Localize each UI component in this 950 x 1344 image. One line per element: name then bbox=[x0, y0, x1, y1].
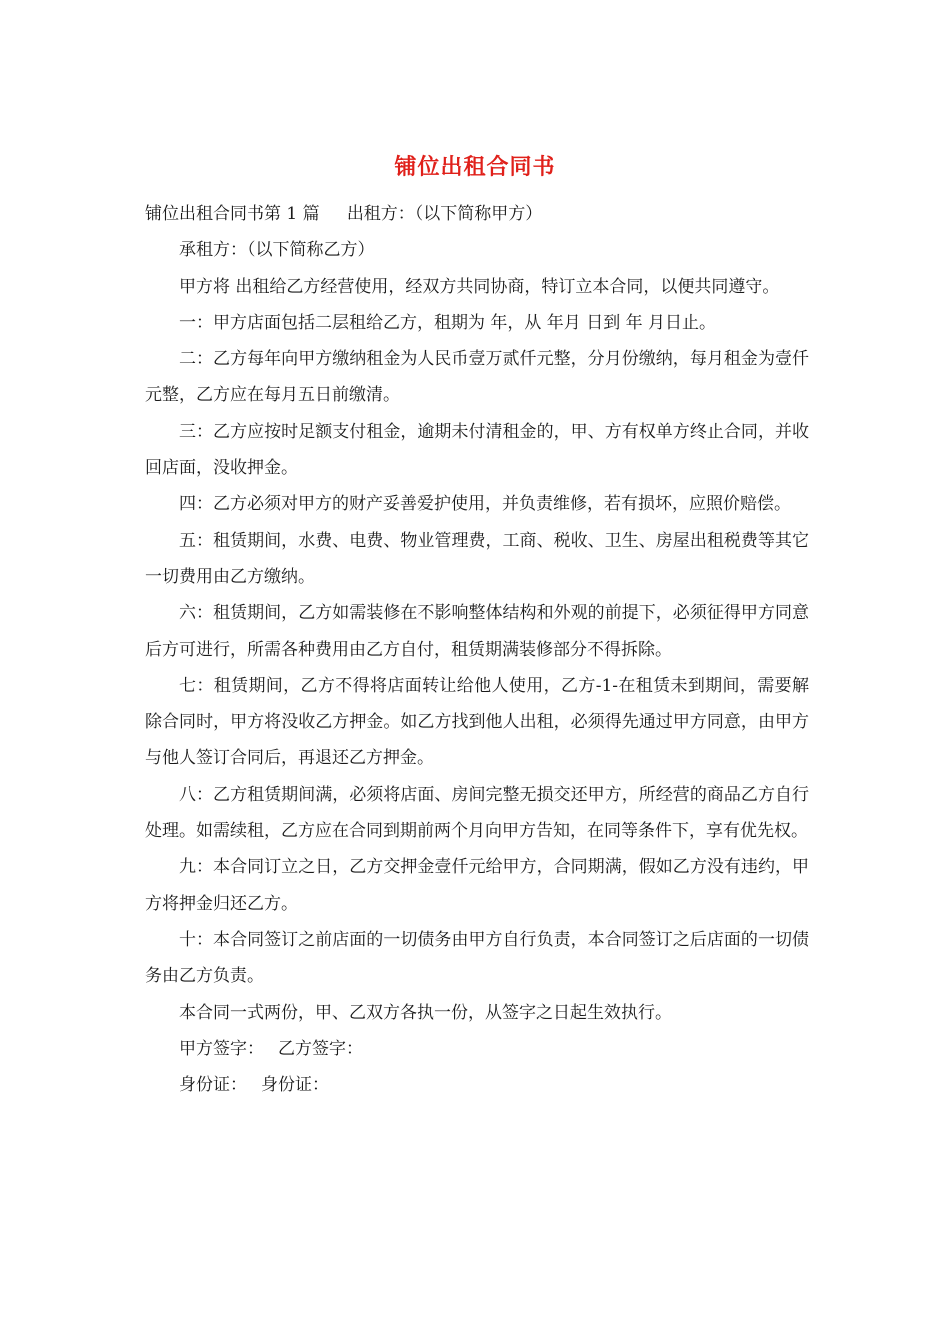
party-a-id-label: 身份证： bbox=[179, 1075, 247, 1096]
paragraph-copies: 本合同一式两份，甲、乙双方各执一份，从签字之日起生效执行。 bbox=[179, 1002, 672, 1023]
clause-4: 四：乙方必须对甲方的财产妥善爱护使用，并负责维修，若有损坏，应照价赔偿。 bbox=[179, 494, 791, 515]
clause-5: 五：租赁期间，水费、电费、物业管理费，工商、税收、卫生、房屋出租税费等其它一切费用由乙方缴纳。 bbox=[145, 530, 809, 587]
document-body bbox=[145, 196, 809, 1103]
party-b-signature-label: 乙方签字： bbox=[278, 1038, 363, 1059]
lessor-label: 出租方：（以下简称甲方） bbox=[346, 204, 543, 224]
party-a-signature-label: 甲方签字： bbox=[179, 1038, 264, 1059]
paragraph-preamble: 甲方将 出租给乙方经营使用，经双方共同协商，特订立本合同，以便共同遵守。 bbox=[179, 276, 780, 297]
clause-2: 二：乙方每年向甲方缴纳租金为人民币壹万贰仟元整，分月份缴纳，每月租金为壹仟元整，乙方应在每月五日前缴清。 bbox=[145, 349, 809, 406]
clause-7: 七：租赁期间，乙方不得将店面转让给他人使用，乙方-1-在租赁未到期间，需要解除合同时，甲方将没收乙方押金。如乙方找到他人出租，必须得先通过甲方同意，由甲方与他人签订合同后，再退还乙方押金。 bbox=[145, 675, 809, 769]
signature-line bbox=[145, 1031, 809, 1067]
part-label: 铺位出租合同书第 1 篇 bbox=[145, 204, 320, 224]
clause-3: 三：乙方应按时足额支付租金，逾期未付清租金的，甲、方有权单方终止合同，并收回店面，没收押金。 bbox=[145, 421, 809, 479]
clause-8: 八：乙方租赁期间满，必须将店面、房间完整无损交还甲方，所经营的商品乙方自行处理。如需续租，乙方应在合同到期前两个月向甲方告知，在同等条件下，享有优先权。 bbox=[145, 784, 809, 842]
document-title: 铺位出租合同书 bbox=[394, 154, 556, 180]
id-line bbox=[145, 1067, 809, 1103]
party-b-id-label: 身份证： bbox=[261, 1075, 329, 1096]
clause-1: 一：甲方店面包括二层租给乙方，租期为 年，从 年月 日到 年 月日止。 bbox=[179, 312, 717, 333]
clause-9: 九：本合同订立之日，乙方交押金壹仟元给甲方，合同期满，假如乙方没有违约，甲方将押金归还乙方。 bbox=[145, 857, 809, 914]
intro-line bbox=[145, 196, 809, 232]
clause-6: 六：租赁期间，乙方如需装修在不影响整体结构和外观的前提下，必须征得甲方同意后方可进行，所需各种费用由乙方自付，租赁期满装修部分不得拆除。 bbox=[145, 603, 809, 660]
clause-10: 十：本合同签订之前店面的一切债务由甲方自行负责，本合同签订之后店面的一切债务由乙方负责。 bbox=[145, 929, 809, 987]
paragraph-lessee: 承租方：（以下简称乙方） bbox=[179, 240, 375, 261]
